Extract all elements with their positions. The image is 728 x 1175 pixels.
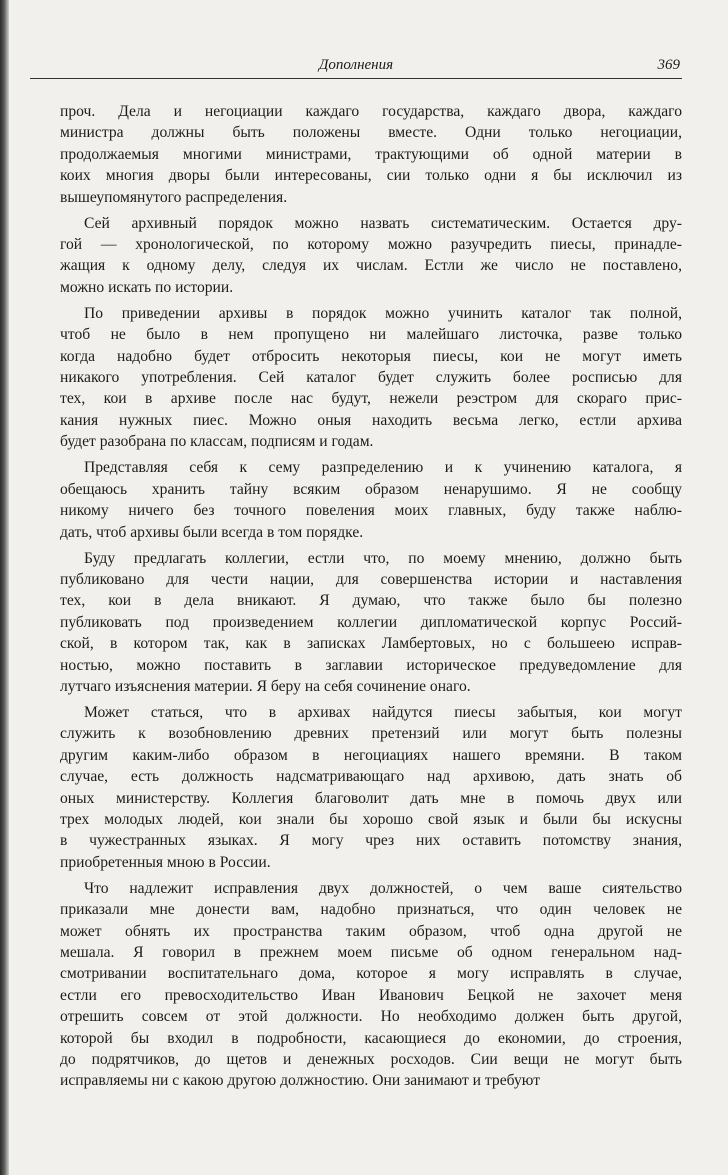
paragraph [60,457,682,543]
text-line: тех, кои в дела вникают. Я думаю, что также было бы полезно [60,592,682,610]
text-line: приказали мне донести вам, надобно признаться, что один человек не [60,901,682,919]
paragraph [60,548,682,698]
text-line: Представляя себя к сему разпределению и к учинению каталога, я [84,459,682,477]
text-line: которой бы входил в подробности, касающиеся до економии, до строения, [60,1029,682,1047]
text-line: дать, чтоб архивы были всегда в том порядке. [60,523,364,541]
text-line: Что надлежит исправления двух должностей, о чем ваше сиятельство [84,879,682,897]
page-number: 369 [657,57,680,73]
text-line: смотривании воспитательнаго дома, которое я могу исправлять в случае, [60,965,682,983]
text-line: будет разобрана по классам, подписям и годам. [60,433,374,451]
text-line: когда надобно будет отбросить некоторыя пиесы, кои не могут иметь [60,347,682,365]
running-title: Дополнения [318,57,394,73]
text-line: исправляемы ни с какою другою должностию. Они занимают и требуют [60,1072,541,1090]
paragraph [60,101,682,208]
paragraph [60,702,682,873]
text-line: проч. Дела и негоциации каждаго государства, каждаго двора, каждаго [60,103,682,120]
text-line: ской, в котором так, как в записках Ламбертовых, но с большеею исправ- [60,635,682,653]
text-line: публиковано для чести нации, для совершенства истории и наставления [60,570,682,588]
body-text [60,101,682,1092]
text-line: обещаюсь хранить тайну всяким образом ненарушимо. Я не сообщу [60,480,682,498]
text-line: публиковать под произведением коллегии дипломатической корпус Россий- [60,613,682,631]
text-line: гой — хронологической, по которому можно разучредить пиесы, принадле- [60,236,682,254]
text-line: в чужестранных языках. Я могу чрез них оставить потомству знания, [60,832,682,850]
text-line: ностью, можно поставить в заглавии историческое предуведомление для [60,656,682,674]
text-line: трех молодых людей, кои знали бы хорошо свой язык и были бы искусны [60,810,682,828]
text-line: другим каким-либо образом в негоциациях нашего времяни. В таком [60,746,682,764]
text-line: мешала. Я говорил в прежнем моем письме об одном генеральном над- [60,944,682,961]
text-line: продолжаемыя многими министрами, трактующими об одной материи в [60,145,682,163]
text-line: может обнять их пространства таким образом, чтоб одна другой не [60,922,682,940]
text-line: до подрятчиков, до щетов и денежных росходов. Сии вещи не могут быть [60,1051,682,1069]
text-line: коих многия дворы были интересованы, сии только одни я бы исключил из [60,167,682,185]
text-line: жащия к одному делу, следуя их числам. Естли же число не поставлено, [60,257,682,275]
paragraph [60,878,682,1092]
page-header [30,55,682,81]
text-line: служить к возобновлению древних претензий или могут быть полезны [60,725,682,743]
text-line: случае, есть должность надсматривающаго над архивою, дать знать об [60,768,682,786]
paragraph [60,303,682,453]
text-line: Буду предлагать коллегии, естли что, по моему мнению, должно быть [84,549,682,567]
header-rule [30,78,682,79]
text-line: По приведении архивы в порядок можно учинить каталог так полной, [84,304,682,322]
book-binding-shadow [0,0,9,1175]
text-line: тех, кои в архиве после нас будут, нежели реэстром для скораго прис- [60,390,682,408]
text-line: лутчаго изъяснения материи. Я беру на себя сочинение онаго. [60,677,471,695]
text-line: можно искать по истории. [60,278,234,296]
text-line: оных министерству. Коллегия благоволит дать мне в помочь двух или [60,789,682,807]
text-line: приобретенныя мною в России. [60,853,271,871]
text-line: Может статься, что в архивах найдутся пиесы забытыя, кои могут [84,703,682,721]
text-line: никому ничего без точного повеления моих главных, буду также наблю- [60,502,682,520]
paragraph [60,213,682,299]
text-line: Сей архивный порядок можно назвать систематическим. Остается дру- [84,214,682,232]
text-line: кания нужных пиес. Можно оныя находить весьма легко, естли архива [60,411,682,429]
text-line: естли его превосходительство Иван Иванович Бецкой не захочет меня [60,986,682,1004]
text-line: чтоб не было в нем пропущено ни малейшаго листочка, разве только [60,326,682,344]
text-line: отрешить совсем от этой должности. Но необходимо должен быть другой, [60,1008,682,1026]
text-line: вышеупомянутого распределения. [60,188,288,206]
text-line: никакого употребления. Сей каталог будет служить более росписью для [60,369,682,387]
text-line: министра должны быть положены вместе. Одни только негоциации, [60,124,682,142]
